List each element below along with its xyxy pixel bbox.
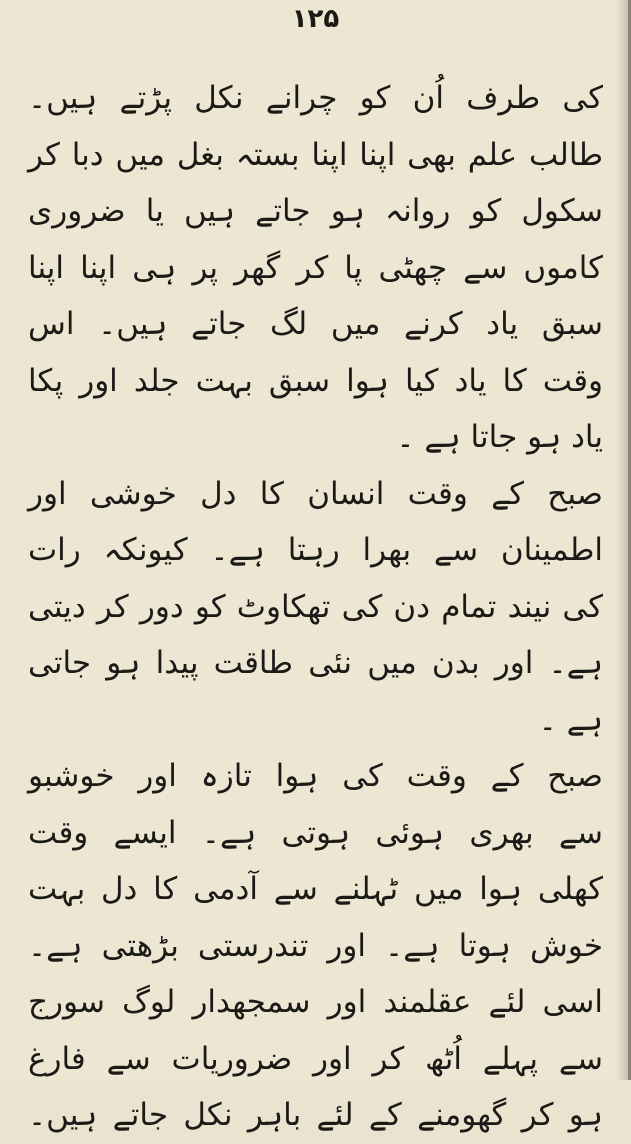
text-line: ہے ۔ [538, 701, 603, 738]
text-line: سبق یاد کرنے میں لگ جاتے ہیں۔ اس [28, 306, 603, 342]
text-line: اطمینان سے بھرا رہتا ہے۔ کیونکہ رات [28, 532, 603, 568]
page-number: ۱۲۵ [291, 4, 340, 34]
text-line: وقت کا یاد کیا ہوا سبق بہت جلد اور پکا [28, 362, 603, 399]
text-line: ہے۔ اور بدن میں نئی طاقت پیدا ہو جاتی [28, 645, 603, 681]
text-line: اسی لئے عقلمند اور سمجھدار لوگ سورج [28, 984, 603, 1020]
text-line: خوش ہوتا ہے۔ اور تندرستی بڑھتی ہے۔ [28, 927, 603, 964]
urdu-text-block [28, 70, 603, 1144]
text-line: یاد ہو جاتا ہے ۔ [396, 419, 603, 455]
text-line: طالب علم بھی اپنا اپنا بستہ بغل میں دبا کر [28, 136, 603, 173]
page-edge-shadow [616, 0, 628, 1080]
text-line: کی طرف اُن کو چرانے نکل پڑتے ہیں۔ [28, 80, 603, 116]
text-line: سے پہلے اُٹھ کر اور ضروریات سے فارغ [28, 1040, 603, 1077]
text-line: کاموں سے چھٹی پا کر گھر پر ہی اپنا اپنا [28, 249, 603, 286]
text-line: ہو کر گھومنے کے لئے باہر نکل جاتے ہیں۔ [28, 1097, 603, 1133]
text-line: سے بھری ہوئی ہوتی ہے۔ ایسے وقت [28, 814, 603, 851]
text-line: صبح کے وقت انسان کا دل خوشی اور [28, 475, 603, 512]
text-line: کی نیند تمام دن کی تھکاوٹ کو دور کر دیتی [28, 588, 603, 625]
text-line: صبح کے وقت کی ہوا تازہ اور خوشبو [28, 758, 603, 794]
text-line: کھلی ہوا میں ٹہلنے سے آدمی کا دل بہت [28, 871, 603, 907]
text-line: سکول کو روانہ ہو جاتے ہیں یا ضروری [28, 193, 603, 229]
